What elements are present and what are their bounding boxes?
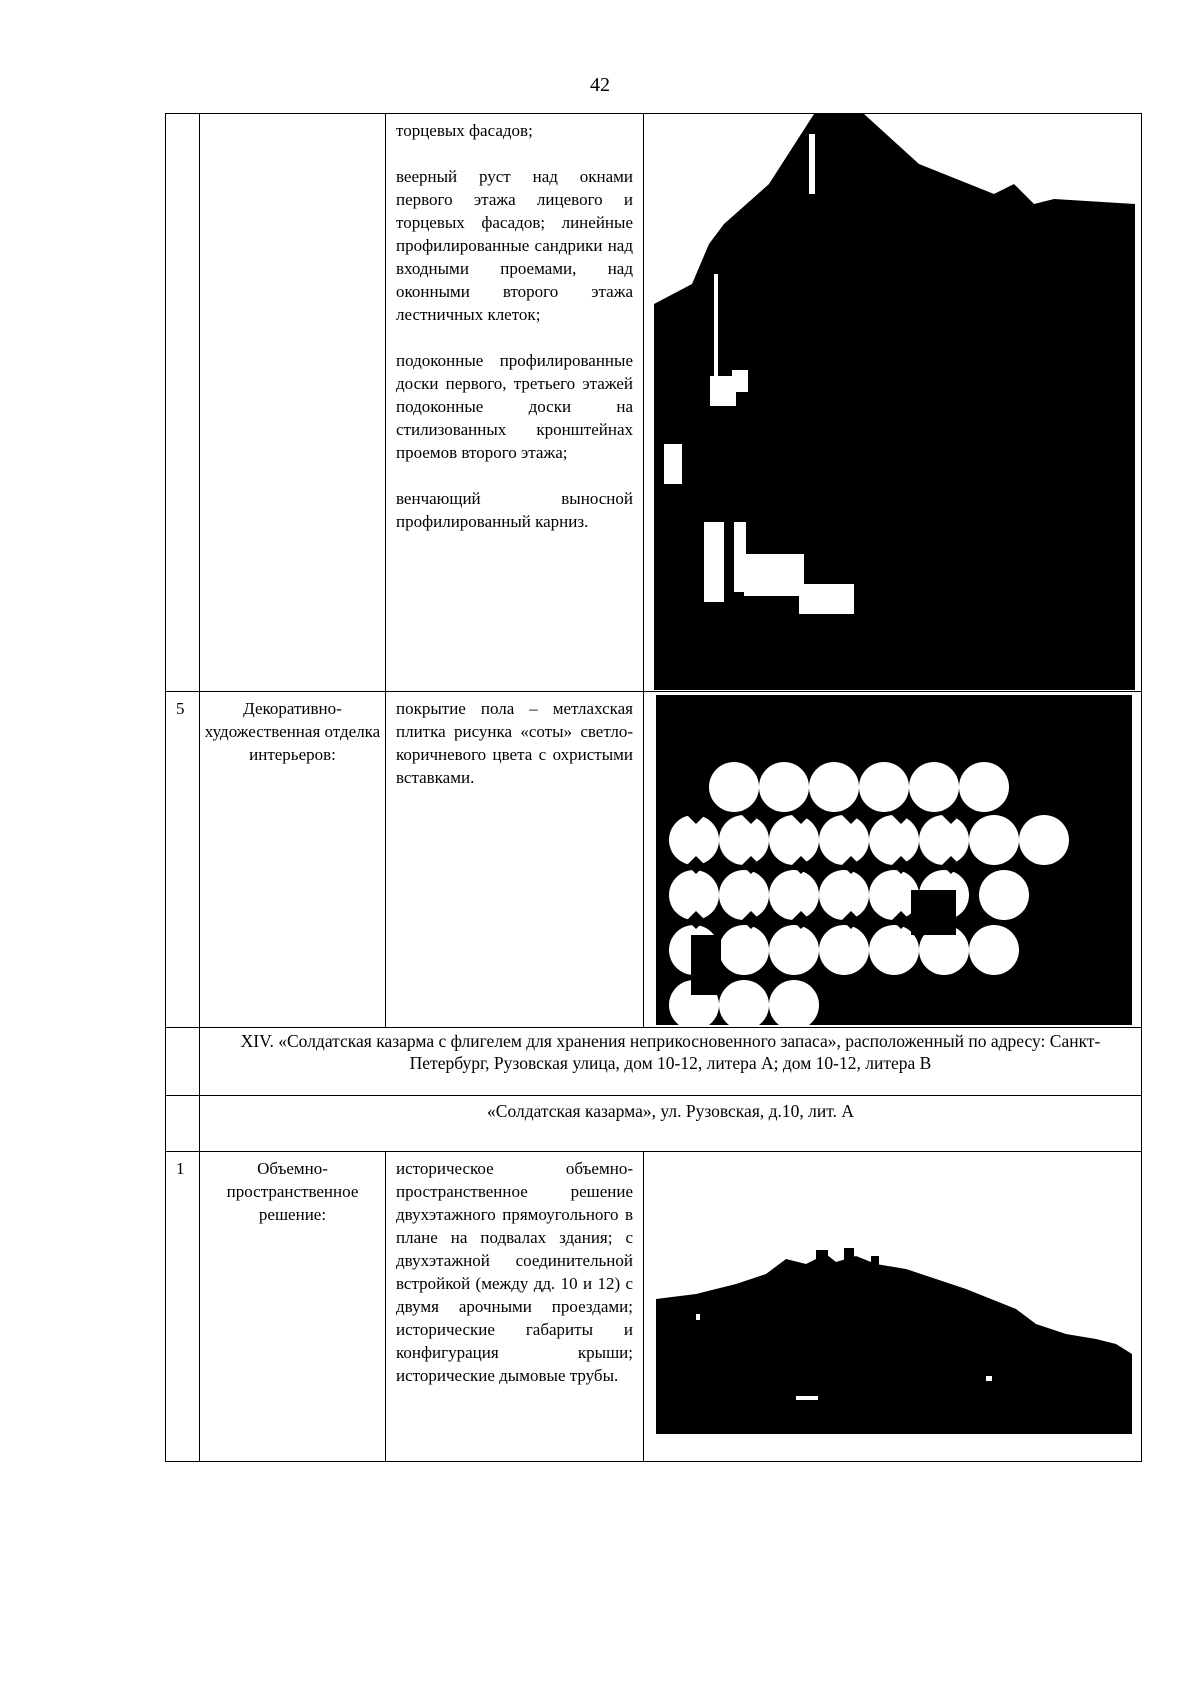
row-description [386,692,644,1028]
facade-photo [654,114,1135,690]
desc-paragraph: торцевых фасадов; [396,121,533,140]
photo-cell [644,1152,1142,1462]
tile-floor-photo [656,695,1132,1025]
page-number: 42 [590,74,610,96]
building-photo [656,1164,1132,1434]
row-number: 5 [166,692,200,1028]
row-number [166,114,200,692]
section-header-row [166,1028,1142,1096]
desc-paragraph: венчающий выносной профилированный карниз. [396,489,633,531]
table-row-5 [166,692,1142,1028]
row-description [386,114,644,692]
desc-paragraph: покрытие пола – метлахская плитка рисунка «соты» светло-коричневого цвета с охристыми вставками. [396,699,633,787]
row-category [200,114,386,692]
section-header: XIV. «Солдатская казарма с флигелем для хранения неприкосновенного запаса», расположенный по адресу: Санкт-Петербург, Рузовская улица, дом 10-12, литера А; дом 10-12, литера В [200,1028,1142,1096]
row-description [386,1152,644,1462]
desc-paragraph: подоконные профилированные доски первого, третьего этажей подоконные доски на стилизованных кронштейнах проемов второго этажа; [396,351,633,462]
photo-cell [644,114,1142,692]
desc-paragraph: историческое объемно-пространственное решение двухэтажного прямоугольного в плане на подвалах здания; с двухэтажной соединительной встройкой (между дд. 10 и 12) с двумя арочными проездами; исторические габариты и конфигурация крыши; исторические дымовые трубы. [396,1159,633,1385]
table-row-continuation [166,114,1142,692]
photo-cell [644,692,1142,1028]
desc-paragraph: веерный руст над окнами первого этажа лицевого и торцевых фасадов; линейные профилированные сандрики над входными проемами, над оконными второго этажа лестничных клеток; [396,167,633,324]
row-category: Объемно-пространственное решение: [200,1152,386,1462]
sub-header-row [166,1096,1142,1152]
table-row-1 [166,1152,1142,1462]
row-number: 1 [166,1152,200,1462]
document-table [165,113,1142,1462]
row-category: Декоративно-художественная отделка интерьеров: [200,692,386,1028]
sub-header: «Солдатская казарма», ул. Рузовская, д.10, лит. А [200,1096,1142,1152]
